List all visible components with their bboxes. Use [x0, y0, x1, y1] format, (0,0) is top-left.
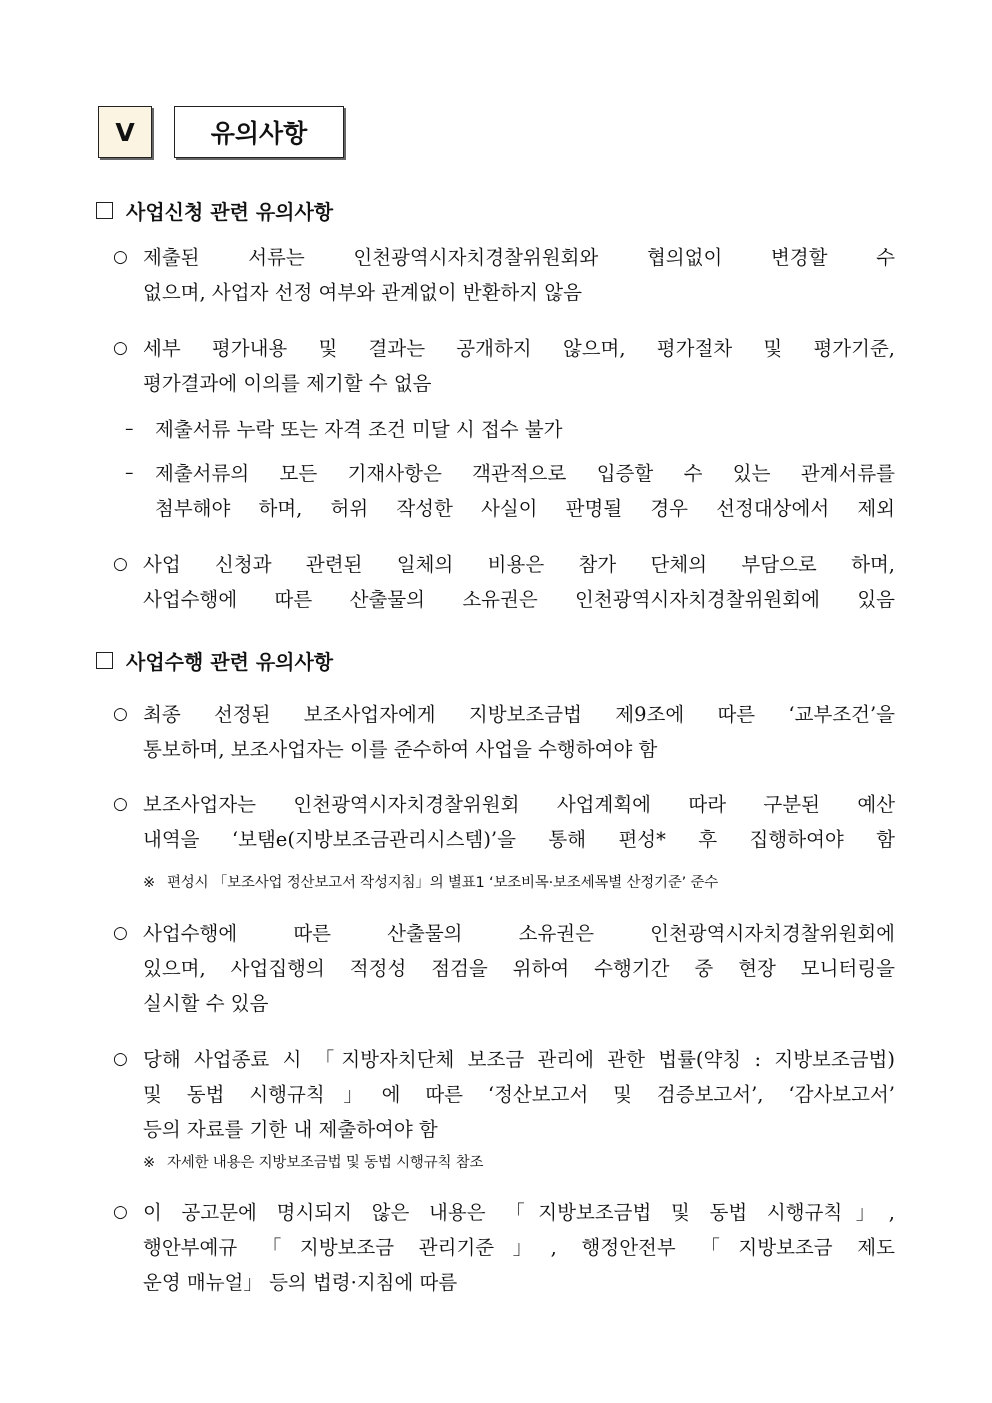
circle-bullet-icon: ○ [113, 338, 128, 358]
checkbox-square-icon [96, 652, 113, 669]
item-line: 내역을 ‘보탬e(지방보조금관리시스템)’을 통해 편성* 후 집행하여야 함 [143, 828, 895, 851]
item-line: 제출서류의 모든 기재사항은 객관적으로 입증할 수 있는 관계서류를 [155, 462, 895, 485]
item-line: 보조사업자는 인천광역시자치경찰위원회 사업계획에 따라 구분된 예산 [143, 793, 895, 816]
list-item [113, 331, 895, 401]
item-line: 제출서류 누락 또는 자격 조건 미달 시 접수 불가 [155, 418, 563, 441]
list-item [113, 547, 895, 617]
section-title: 사업신청 관련 유의사항 [126, 200, 334, 224]
list-item [125, 412, 895, 447]
circle-bullet-icon: ○ [113, 1202, 128, 1222]
item-line: 사업수행에 따른 산출물의 소유권은 인천광역시자치경찰위원회에 [143, 922, 895, 945]
reference-mark-icon: ※ [143, 1155, 155, 1171]
item-line: 등의 자료를 기한 내 제출하여야 함 [143, 1118, 438, 1141]
item-line: 세부 평가내용 및 결과는 공개하지 않으며, 평가절차 및 평가기준, [143, 337, 895, 360]
reference-mark-icon: ※ [143, 875, 155, 891]
circle-bullet-icon: ○ [113, 1049, 128, 1069]
circle-bullet-icon: ○ [113, 247, 128, 267]
list-item [113, 240, 895, 310]
list-item [113, 697, 895, 767]
item-line: 있으며, 사업집행의 적정성 점검을 위하여 수행기간 중 현장 모니터링을 [143, 957, 895, 980]
item-line: 운영 매뉴얼」 등의 법령·지침에 따름 [143, 1271, 458, 1294]
item-line: 통보하며, 보조사업자는 이를 준수하여 사업을 수행하여야 함 [143, 738, 658, 761]
footnote [143, 871, 718, 892]
footnote [143, 1151, 483, 1172]
list-item [113, 1042, 895, 1147]
section-heading-execution [96, 646, 333, 675]
list-item [125, 456, 895, 526]
item-line: 및 동법 시행규칙」에 따른 ‘정산보고서 및 검증보고서’, ‘감사보고서’ [143, 1083, 895, 1106]
list-item [113, 1195, 895, 1300]
section-title: 사업수행 관련 유의사항 [126, 650, 334, 674]
chapter-title-box [174, 106, 344, 158]
dash-bullet-icon: – [125, 463, 134, 483]
item-line: 사업 신청과 관련된 일체의 비용은 참가 단체의 부담으로 하며, [143, 553, 895, 576]
item-line: 행안부예규 「지방보조금 관리기준」, 행정안전부 「지방보조금 제도 [143, 1236, 895, 1259]
list-item [113, 787, 895, 857]
dash-bullet-icon: – [125, 419, 134, 439]
section-heading-application [96, 196, 333, 225]
item-line: 첨부해야 하며, 허위 작성한 사실이 판명될 경우 선정대상에서 제외 [155, 497, 895, 520]
circle-bullet-icon: ○ [113, 554, 128, 574]
chapter-number-box [98, 106, 152, 158]
list-item [113, 916, 895, 1021]
item-line: 없으며, 사업자 선정 여부와 관계없이 반환하지 않음 [143, 281, 582, 304]
circle-bullet-icon: ○ [113, 704, 128, 724]
item-line: 제출된 서류는 인천광역시자치경찰위원회와 협의없이 변경할 수 [143, 246, 895, 269]
item-line: 평가결과에 이의를 제기할 수 없음 [143, 372, 432, 395]
item-line: 사업수행에 따른 산출물의 소유권은 인천광역시자치경찰위원회에 있음 [143, 588, 895, 611]
item-line: 이 공고문에 명시되지 않은 내용은 「지방보조금법 및 동법 시행규칙」, [143, 1201, 895, 1224]
circle-bullet-icon: ○ [113, 923, 128, 943]
chapter-number: Ⅴ [115, 117, 135, 147]
checkbox-square-icon [96, 202, 113, 219]
item-line: 최종 선정된 보조사업자에게 지방보조금법 제9조에 따른 ‘교부조건’을 [143, 703, 895, 726]
circle-bullet-icon: ○ [113, 794, 128, 814]
item-line: 당해 사업종료 시 「지방자치단체 보조금 관리에 관한 법률(약칭 : 지방보조금법) [143, 1048, 895, 1071]
item-line: 실시할 수 있음 [143, 992, 269, 1015]
footnote-text: 편성시 「보조사업 정산보고서 작성지침」의 별표1 ‘보조비목·보조세목별 산정기준’ 준수 [166, 875, 719, 891]
chapter-title: 유의사항 [210, 119, 308, 148]
footnote-text: 자세한 내용은 지방보조금법 및 동법 시행규칙 참조 [166, 1155, 484, 1171]
